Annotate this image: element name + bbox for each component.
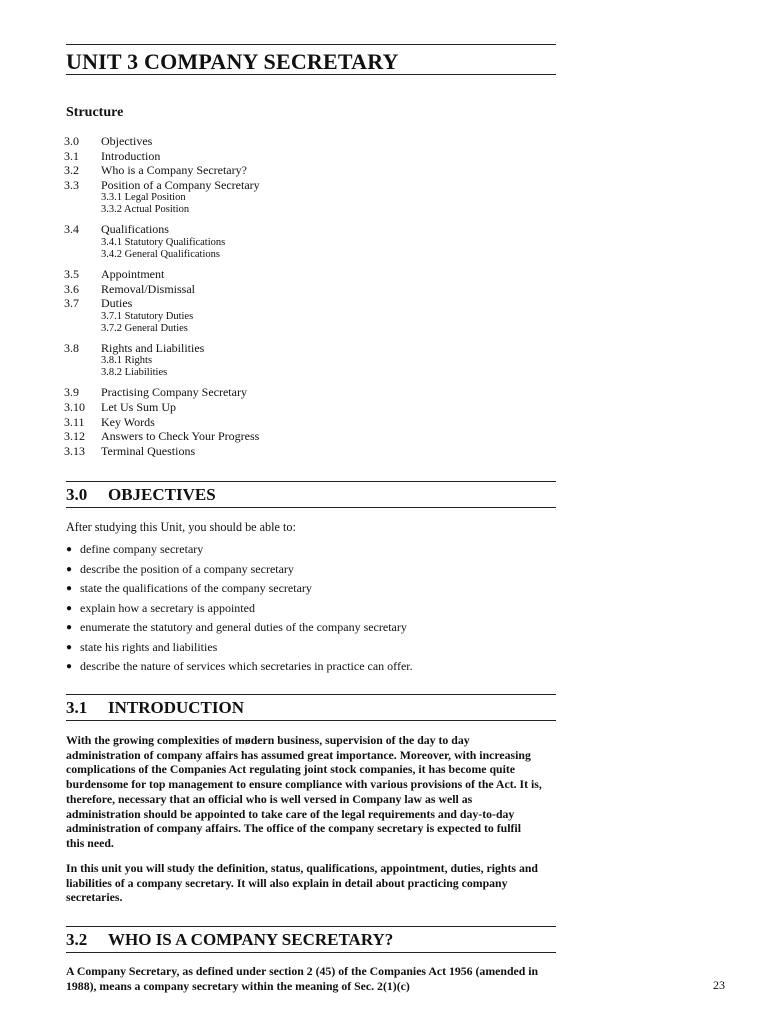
toc-entry	[64, 385, 464, 400]
toc-subentries	[64, 355, 464, 379]
introduction-paragraph-1: With the growing complexities of mødern business, supervision of the day to day administration of company affairs has assumed great importance. Moreover, with increasing complications of the Companies Act regulating joint stock companies, it has become quite burdensome for top management to ensure compliance with various provisions of the Act. It is, therefore, necessary that an official who is well versed in Company law as well as administration should be appointed to take care of the legal requirements and day-to-day administration of company affairs. The office of the company secretary is expected to fulfil this need.	[66, 733, 542, 850]
toc-number: 3.6	[64, 281, 79, 296]
toc-label: Position of a Company Secretary	[101, 177, 260, 192]
toc-label: Removal/Dismissal	[101, 281, 195, 296]
introduction-bottom-rule	[66, 720, 556, 721]
toc-entry	[64, 267, 464, 282]
toc-entry	[64, 444, 464, 459]
toc-entry	[64, 222, 464, 237]
toc-subentries	[64, 237, 464, 261]
objective-text: explain how a secretary is appointed	[80, 600, 255, 615]
objective-text: state the qualifications of the company secretary	[80, 581, 312, 595]
introduction-top-rule	[66, 694, 556, 695]
toc-entry	[64, 429, 464, 444]
objective-item	[66, 579, 546, 599]
section-title: OBJECTIVES	[108, 485, 216, 504]
objective-item	[66, 540, 546, 560]
toc-label: Duties	[101, 296, 133, 311]
objective-item	[66, 657, 546, 677]
toc-label: Introduction	[101, 148, 161, 163]
title-underline	[66, 74, 556, 75]
toc-number: 3.12	[64, 429, 85, 444]
toc-number: 3.11	[64, 414, 85, 429]
toc-number: 3.10	[64, 399, 85, 414]
toc-subentry: 3.7.2 General Duties	[101, 322, 188, 334]
objectives-list	[66, 540, 546, 677]
toc-subentry: 3.4.2 General Qualifications	[101, 248, 220, 260]
objectives-bottom-rule	[66, 507, 556, 508]
toc-subentry: 3.4.1 Statutory Qualifications	[101, 236, 226, 248]
objective-item	[66, 599, 546, 619]
toc-entry	[64, 149, 464, 164]
toc-entry	[64, 282, 464, 297]
toc-number: 3.9	[64, 385, 79, 400]
section-title: INTRODUCTION	[108, 698, 245, 717]
toc-subentry: 3.8.1 Rights	[101, 355, 153, 367]
section-number: 3.2	[66, 930, 88, 949]
toc-entry	[64, 400, 464, 415]
structure-heading: Structure	[66, 105, 124, 120]
introduction-paragraph-2: In this unit you will study the definition, status, qualifications, appointment, duties, rights and liabilities of a company secretary. It will also explain in detail about practicing company secretaries.	[66, 861, 538, 905]
toc-label: Practising Company Secretary	[101, 385, 247, 400]
toc-subentries	[64, 311, 464, 335]
bullet-icon: ●	[66, 622, 73, 633]
bullet-icon: ●	[66, 563, 73, 575]
objective-text: describe the nature of services which secretaries in practice can offer.	[80, 659, 413, 673]
objectives-heading	[66, 485, 216, 505]
toc-number: 3.8	[64, 340, 79, 355]
toc-subentry: 3.8.2 Liabilities	[101, 367, 168, 379]
unit-title: UNIT 3 COMPANY SECRETARY	[66, 49, 399, 74]
toc-entry	[64, 134, 464, 149]
toc-entry	[64, 415, 464, 430]
toc-number: 3.13	[64, 443, 85, 458]
toc-subentry: 3.3.2 Actual Position	[101, 204, 190, 216]
objective-text: enumerate the statutory and general duties of the company secretary	[80, 620, 407, 634]
objective-item	[66, 618, 546, 638]
toc-entry	[64, 178, 464, 193]
who-is-bottom-rule	[66, 952, 556, 953]
toc-entry	[64, 341, 464, 356]
bullet-icon: ●	[66, 661, 73, 672]
top-rule	[66, 44, 556, 45]
bullet-icon: ●	[66, 602, 73, 614]
toc-label: Appointment	[101, 266, 165, 281]
toc-number: 3.1	[64, 148, 79, 163]
objective-text: state his rights and liabilities	[80, 639, 218, 654]
toc-label: Who is a Company Secretary?	[101, 163, 247, 178]
table-of-contents	[64, 134, 464, 458]
toc-label: Let Us Sum Up	[101, 399, 176, 414]
toc-entry	[64, 296, 464, 311]
bullet-icon: ●	[66, 641, 73, 653]
introduction-heading	[66, 698, 244, 718]
who-is-top-rule	[66, 926, 556, 927]
section-number: 3.0	[66, 485, 88, 504]
bullet-icon: ●	[66, 583, 73, 594]
toc-number: 3.7	[64, 296, 79, 311]
toc-label: Qualifications	[101, 222, 169, 237]
toc-entry	[64, 163, 464, 178]
toc-number: 3.3	[64, 177, 79, 192]
toc-label: Rights and Liabilities	[101, 340, 205, 355]
section-title: WHO IS A COMPANY SECRETARY?	[108, 930, 394, 949]
toc-label: Answers to Check Your Progress	[101, 429, 260, 444]
toc-number: 3.2	[64, 163, 79, 178]
objective-text: describe the position of a company secretary	[80, 561, 294, 576]
toc-label: Terminal Questions	[101, 443, 196, 458]
toc-subentries	[64, 192, 464, 216]
toc-subentry: 3.3.1 Legal Position	[101, 192, 186, 204]
toc-number: 3.5	[64, 266, 79, 281]
objectives-top-rule	[66, 481, 556, 482]
who-is-heading	[66, 930, 393, 950]
objective-text: define company secretary	[80, 542, 204, 556]
toc-subentry: 3.7.1 Statutory Duties	[101, 310, 194, 322]
bullet-icon: ●	[66, 544, 73, 555]
who-is-paragraph: A Company Secretary, as defined under section 2 (45) of the Companies Act 1956 (amended in 1988), means a company secretary within the meaning of Sec. 2(1)(c)	[66, 964, 539, 993]
toc-number: 3.4	[64, 222, 79, 237]
toc-label: Objectives	[101, 134, 153, 148]
section-number: 3.1	[66, 698, 88, 717]
objectives-intro: After studying this Unit, you should be able to:	[66, 520, 296, 534]
objective-item	[66, 560, 546, 580]
objective-item	[66, 638, 546, 658]
page-number: 23	[713, 978, 725, 992]
toc-number: 3.0	[64, 134, 79, 148]
toc-label: Key Words	[101, 414, 155, 429]
